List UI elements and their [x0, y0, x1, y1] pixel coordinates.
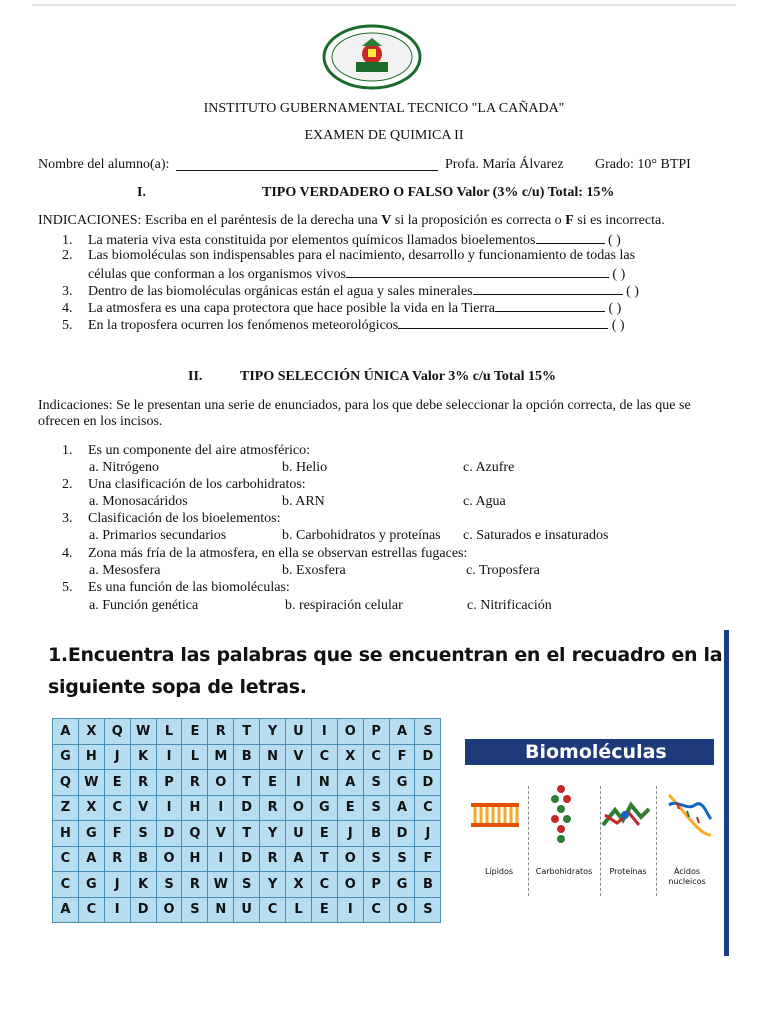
grid-cell[interactable]: D: [415, 744, 441, 770]
mc-question: 1. Es un componente del aire atmosférico:: [62, 443, 310, 458]
exam-title: EXAMEN DE QUIMICA II: [304, 128, 464, 143]
grid-cell[interactable]: S: [363, 846, 389, 872]
grid-cell[interactable]: S: [156, 872, 182, 898]
grid-cell[interactable]: I: [286, 770, 312, 796]
grid-cell[interactable]: V: [208, 821, 234, 847]
label-lipids: Lípidos: [484, 867, 514, 876]
divider: [600, 786, 601, 896]
top-border: [32, 4, 736, 6]
grid-cell[interactable]: A: [389, 719, 415, 745]
tf-paren[interactable]: ( ): [611, 318, 625, 333]
mc-question: 2. Una clasificación de los carbohidratos:: [62, 477, 306, 492]
biomolecules-header: Biomoléculas: [465, 739, 714, 765]
grid-cell[interactable]: I: [156, 744, 182, 770]
section1-title: TIPO VERDADERO O FALSO Valor (3% c/u) Total: 15%: [262, 185, 615, 200]
grid-cell[interactable]: O: [286, 795, 312, 821]
grid-cell[interactable]: B: [363, 821, 389, 847]
grid-cell[interactable]: R: [104, 846, 130, 872]
tf-answer-line[interactable]: [473, 282, 623, 295]
grid-cell[interactable]: X: [78, 719, 104, 745]
grid-row: [53, 846, 441, 872]
grid-cell[interactable]: S: [234, 872, 260, 898]
grid-cell[interactable]: C: [363, 744, 389, 770]
lipid-icon: [471, 803, 519, 827]
grid-cell[interactable]: H: [182, 846, 208, 872]
grid-cell[interactable]: M: [208, 744, 234, 770]
grid-cell[interactable]: V: [286, 744, 312, 770]
grid-cell[interactable]: L: [286, 897, 312, 923]
grid-cell[interactable]: C: [311, 744, 337, 770]
grid-cell[interactable]: N: [208, 897, 234, 923]
mc-option-c[interactable]: c. Nitrificación: [467, 598, 552, 613]
grid-row: [53, 795, 441, 821]
grid-cell[interactable]: W: [208, 872, 234, 898]
grid-cell[interactable]: T: [234, 821, 260, 847]
grid-cell[interactable]: R: [130, 770, 156, 796]
grid-cell[interactable]: I: [208, 846, 234, 872]
grid-cell[interactable]: S: [415, 897, 441, 923]
grid-cell[interactable]: P: [363, 719, 389, 745]
grid-cell[interactable]: S: [363, 770, 389, 796]
grid-cell[interactable]: O: [337, 846, 363, 872]
grid-row: [53, 719, 441, 745]
institute-name: INSTITUTO GUBERNAMENTAL TECNICO "LA CAÑADA": [203, 101, 565, 116]
tf-item: 4. La atmosfera es una capa protectora que hace posible la vida en la Tierra ( ): [62, 301, 622, 316]
grid-cell[interactable]: N: [311, 770, 337, 796]
grid-row: [53, 872, 441, 898]
grid-cell[interactable]: R: [260, 846, 286, 872]
grid-cell[interactable]: I: [104, 897, 130, 923]
grid-cell[interactable]: S: [415, 719, 441, 745]
decorative-bar: [724, 630, 729, 956]
grid-cell[interactable]: B: [130, 846, 156, 872]
grid-cell[interactable]: R: [182, 872, 208, 898]
grid-cell[interactable]: J: [337, 821, 363, 847]
mc-option-c[interactable]: c. Agua: [463, 494, 506, 509]
grid-cell[interactable]: I: [311, 719, 337, 745]
grid-cell[interactable]: Q: [53, 770, 79, 796]
student-name-field[interactable]: [176, 158, 438, 171]
grid-cell[interactable]: D: [234, 846, 260, 872]
student-name-label: Nombre del alumno(a):: [38, 157, 170, 172]
grid-cell[interactable]: D: [415, 770, 441, 796]
grid-cell[interactable]: H: [78, 744, 104, 770]
grid-cell[interactable]: V: [130, 795, 156, 821]
grid-cell[interactable]: Q: [104, 719, 130, 745]
grid-cell[interactable]: D: [130, 897, 156, 923]
tf-item: células que conforman a los organismos vivos ( ): [88, 267, 626, 282]
label-proteins: Proteínas: [609, 867, 647, 876]
mc-option-b[interactable]: b. ARN: [282, 494, 325, 509]
grid-cell[interactable]: C: [78, 897, 104, 923]
section2-title: TIPO SELECCIÓN ÚNICA Valor 3% c/u Total 15%: [240, 369, 556, 384]
divider: [656, 786, 657, 896]
grid-cell[interactable]: C: [104, 795, 130, 821]
grid-cell[interactable]: J: [104, 872, 130, 898]
grid-cell[interactable]: S: [130, 821, 156, 847]
grid-cell[interactable]: A: [53, 897, 79, 923]
grid-cell[interactable]: P: [156, 770, 182, 796]
grid-cell[interactable]: T: [234, 770, 260, 796]
grid-cell[interactable]: Z: [53, 795, 79, 821]
grid-cell[interactable]: B: [234, 744, 260, 770]
grid-cell[interactable]: L: [182, 744, 208, 770]
grid-cell[interactable]: C: [53, 872, 79, 898]
mc-option-c[interactable]: c. Azufre: [463, 460, 515, 475]
grid-cell[interactable]: D: [234, 795, 260, 821]
mc-question: 3. Clasificación de los bioelementos:: [62, 511, 281, 526]
grid-cell[interactable]: Y: [260, 872, 286, 898]
grid-row: [53, 821, 441, 847]
grid-cell[interactable]: U: [286, 821, 312, 847]
nucleic-acid-icon: [669, 795, 711, 835]
grid-cell[interactable]: Y: [260, 719, 286, 745]
tf-item: 5. En la troposfera ocurren los fenómenos meteorológicos ( ): [62, 318, 625, 333]
grid-cell[interactable]: A: [337, 770, 363, 796]
section2-instructions-cont: ofrecen en los incisos.: [38, 414, 163, 429]
grid-cell[interactable]: A: [53, 719, 79, 745]
grid-cell[interactable]: G: [78, 872, 104, 898]
grid-cell[interactable]: L: [156, 719, 182, 745]
grid-cell[interactable]: I: [156, 795, 182, 821]
grid-cell[interactable]: A: [78, 846, 104, 872]
grade-label: Grado: 10° BTPI: [595, 157, 691, 172]
grid-cell[interactable]: S: [363, 795, 389, 821]
grid-cell[interactable]: O: [208, 770, 234, 796]
grid-cell[interactable]: O: [337, 872, 363, 898]
section2-instructions: Indicaciones: Se le presentan una serie de enunciados, para los que debe seleccionar la opción correcta, de las que se: [38, 398, 691, 413]
label-nucleic-acids: Ácidos nucleicos: [668, 867, 706, 886]
tf-paren[interactable]: ( ): [608, 233, 621, 248]
carbohydrate-icon: [551, 785, 571, 843]
word-search-title: 1.Encuentra las palabras que se encuentran en el recuadro en la: [48, 644, 723, 666]
teacher-name: Profa. María Álvarez: [445, 157, 564, 172]
mc-question: 5. Es una función de las biomoléculas:: [62, 580, 290, 595]
grid-cell[interactable]: R: [208, 719, 234, 745]
grid-cell[interactable]: Y: [260, 821, 286, 847]
grid-cell[interactable]: O: [389, 897, 415, 923]
grid-cell[interactable]: G: [53, 744, 79, 770]
grid-cell[interactable]: C: [415, 795, 441, 821]
tf-item: 2. Las biomoléculas son indispensables para el nacimiento, desarrollo y funcionamiento de todas las: [62, 248, 636, 263]
mc-option-a[interactable]: a. Mesosfera: [89, 563, 161, 578]
grid-cell[interactable]: I: [337, 897, 363, 923]
grid-cell[interactable]: K: [130, 872, 156, 898]
mc-option-b[interactable]: b. respiración celular: [285, 598, 403, 613]
grid-cell[interactable]: E: [260, 770, 286, 796]
grid-cell[interactable]: C: [260, 897, 286, 923]
grid-cell[interactable]: O: [337, 719, 363, 745]
grid-cell[interactable]: R: [182, 770, 208, 796]
grid-cell[interactable]: A: [286, 846, 312, 872]
grid-cell[interactable]: S: [182, 897, 208, 923]
mc-option-a[interactable]: a. Monosacáridos: [89, 494, 188, 509]
section2-numeral: II.: [188, 369, 203, 384]
grid-cell[interactable]: G: [389, 872, 415, 898]
grid-cell[interactable]: C: [53, 846, 79, 872]
grid-row: [53, 744, 441, 770]
tf-item: 3. Dentro de las biomoléculas orgánicas están el agua y sales minerales ( ): [62, 284, 639, 299]
grid-cell[interactable]: O: [156, 846, 182, 872]
grid-cell[interactable]: B: [415, 872, 441, 898]
grid-cell[interactable]: J: [415, 821, 441, 847]
grid-cell[interactable]: E: [337, 795, 363, 821]
grid-cell[interactable]: F: [415, 846, 441, 872]
grid-cell[interactable]: O: [156, 897, 182, 923]
divider: [528, 786, 529, 896]
section1-numeral: I.: [137, 185, 146, 200]
grid-cell[interactable]: G: [78, 821, 104, 847]
label-carbohydrates: Carbohidratos: [535, 867, 593, 876]
word-search-title-cont: siguiente sopa de letras.: [48, 676, 307, 698]
grid-cell[interactable]: K: [130, 744, 156, 770]
grid-cell[interactable]: U: [234, 897, 260, 923]
grid-cell[interactable]: E: [104, 770, 130, 796]
tf-paren[interactable]: ( ): [626, 284, 639, 299]
grid-cell[interactable]: W: [130, 719, 156, 745]
grid-cell[interactable]: F: [389, 744, 415, 770]
word-search-grid: [52, 718, 441, 923]
mc-question: 4. Zona más fría de la atmosfera, en ella se observan estrellas fugaces:: [62, 546, 468, 561]
mc-option-b[interactable]: b. Carbohidratos y proteínas: [282, 528, 441, 543]
biomolecules-illustrations: [465, 775, 715, 855]
grid-cell[interactable]: G: [389, 770, 415, 796]
grid-cell[interactable]: X: [78, 795, 104, 821]
grid-cell[interactable]: P: [363, 872, 389, 898]
grid-cell[interactable]: H: [182, 795, 208, 821]
mc-option-a[interactable]: a. Primarios secundarios: [89, 528, 227, 543]
grid-cell[interactable]: X: [286, 872, 312, 898]
tf-answer-line[interactable]: [495, 299, 605, 312]
grid-cell[interactable]: R: [260, 795, 286, 821]
grid-cell[interactable]: A: [389, 795, 415, 821]
school-logo: [322, 24, 422, 90]
grid-cell[interactable]: E: [311, 821, 337, 847]
grid-cell[interactable]: G: [311, 795, 337, 821]
grid-cell[interactable]: J: [104, 744, 130, 770]
tf-answer-line[interactable]: [346, 265, 609, 278]
grid-cell[interactable]: S: [389, 846, 415, 872]
grid-cell[interactable]: T: [234, 719, 260, 745]
grid-cell[interactable]: E: [311, 897, 337, 923]
grid-cell[interactable]: N: [260, 744, 286, 770]
mc-option-c[interactable]: c. Troposfera: [466, 563, 540, 578]
grid-cell[interactable]: I: [208, 795, 234, 821]
mc-option-c[interactable]: c. Saturados e insaturados: [463, 528, 609, 543]
grid-cell[interactable]: U: [286, 719, 312, 745]
mc-option-b[interactable]: b. Helio: [282, 460, 328, 475]
grid-cell[interactable]: T: [311, 846, 337, 872]
grid-cell[interactable]: Q: [182, 821, 208, 847]
tf-answer-line[interactable]: [536, 231, 605, 244]
grid-cell[interactable]: W: [78, 770, 104, 796]
protein-icon: [603, 805, 649, 825]
grid-row: [53, 770, 441, 796]
grid-row: [53, 897, 441, 923]
grid-cell[interactable]: F: [104, 821, 130, 847]
section1-instructions: INDICACIONES: Escriba en el paréntesis de la derecha una V si la proposición es correcta o F si es incorrecta.: [38, 213, 665, 228]
mc-option-b[interactable]: b. Exosfera: [282, 563, 346, 578]
grid-cell[interactable]: E: [182, 719, 208, 745]
grid-cell[interactable]: C: [363, 897, 389, 923]
tf-item: 1. La materia viva esta constituida por elementos químicos llamados bioelementos ( ): [62, 233, 621, 248]
mc-option-a[interactable]: a. Nitrógeno: [89, 460, 159, 475]
tf-answer-line[interactable]: [398, 316, 608, 329]
grid-cell[interactable]: C: [311, 872, 337, 898]
tf-paren[interactable]: ( ): [612, 267, 626, 282]
grid-cell[interactable]: D: [156, 821, 182, 847]
tf-paren[interactable]: ( ): [608, 301, 622, 316]
grid-cell[interactable]: X: [337, 744, 363, 770]
grid-cell[interactable]: D: [389, 821, 415, 847]
mc-option-a[interactable]: a. Función genética: [89, 598, 199, 613]
grid-cell[interactable]: H: [53, 821, 79, 847]
